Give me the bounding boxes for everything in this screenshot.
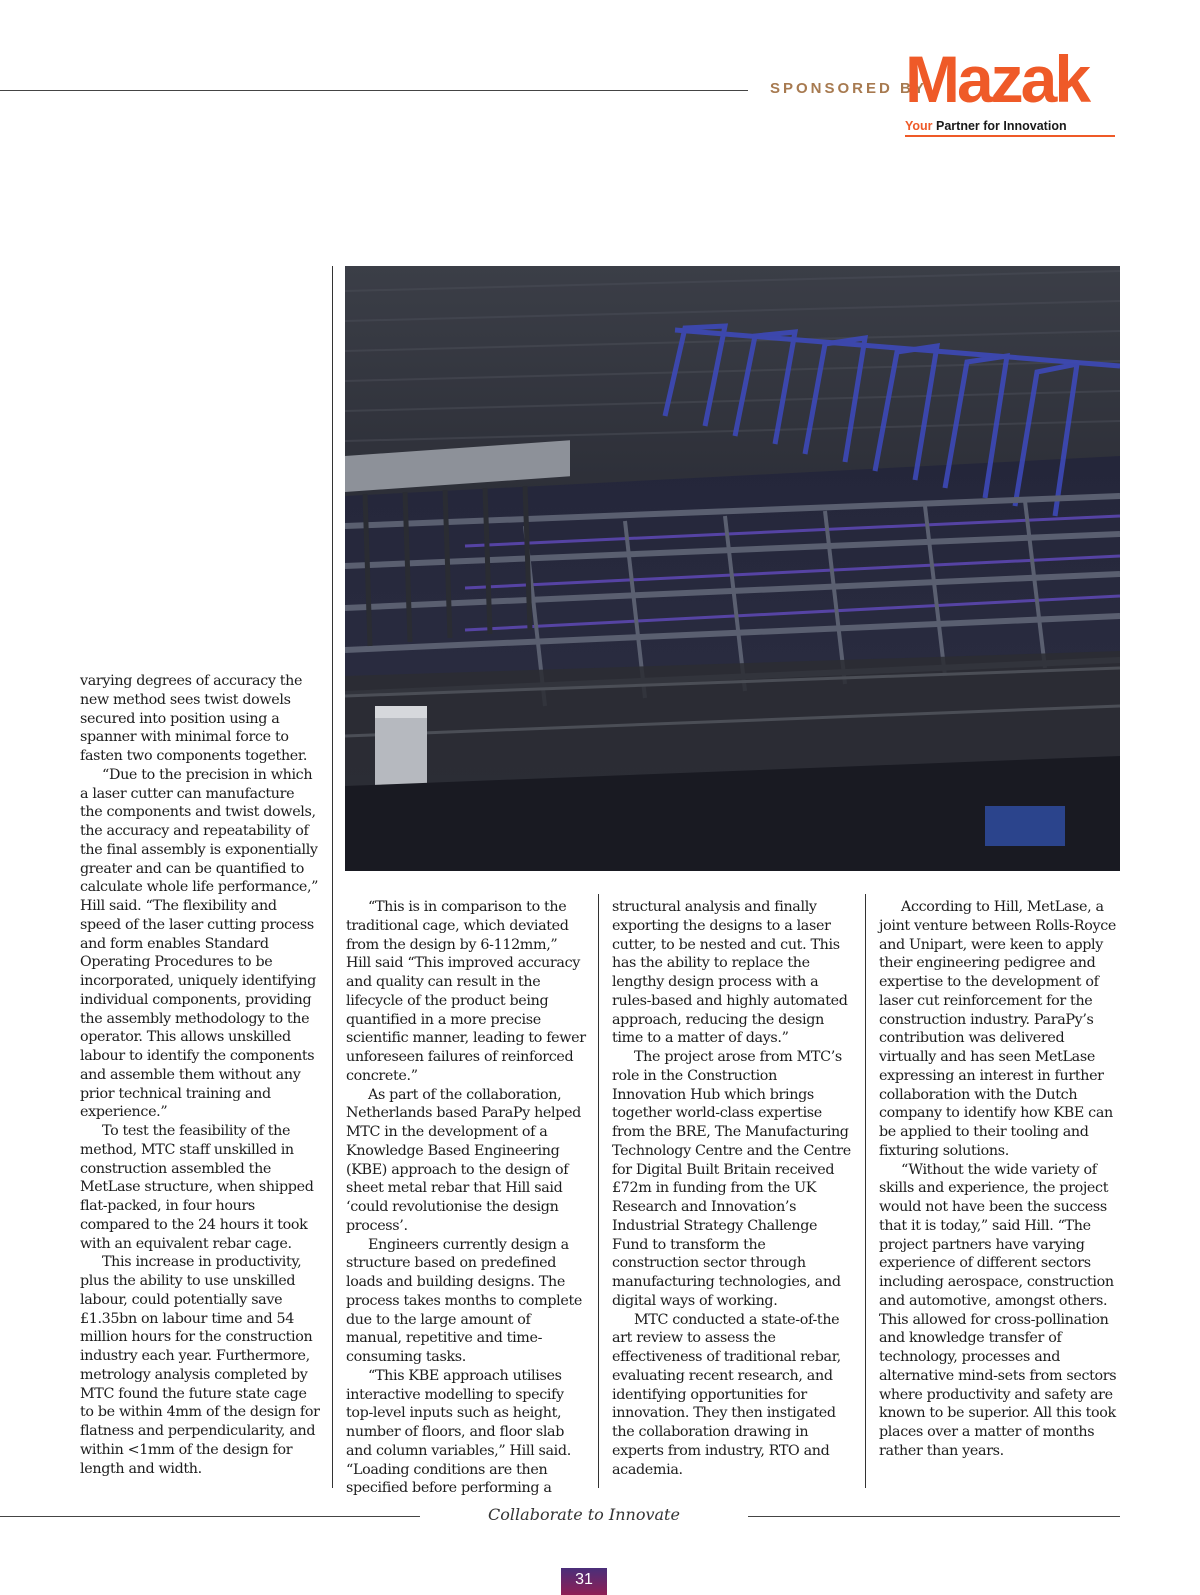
- article-column-3: [612, 898, 852, 1479]
- logo-tagline-accent: Your: [905, 119, 933, 133]
- logo-underline: [905, 135, 1115, 137]
- logo-tagline: [905, 119, 1067, 133]
- logo-tagline-rest: Partner for Innovation: [932, 119, 1067, 133]
- paragraph: This increase in productivity, plus the ability to use unskilled labour, could potentially save £1.35bn on labour time and 54 million hours for the construction industry each year. Furthermore, metrology analysis completed by MTC found the future state cage to be within 4mm of the design for flatness and perpendicularity, and within <1mm of the design for length and width.: [80, 1254, 320, 1477]
- column-divider: [332, 266, 333, 1488]
- paragraph: structural analysis and finally exporting the designs to a laser cutter, to be nested and cut. This has the ability to replace the lengthy design process with a rules-based and highly automated approach, reducing the design time to a matter of days.”: [612, 899, 848, 1047]
- article-photo: [345, 266, 1120, 871]
- paragraph: The project arose from MTC’s role in the Construction Innovation Hub which brings together world-class expertise from the BRE, The Manufacturing Technology Centre and the Centre for Digital Built Britain received £72m in funding from the UK Research and Innovation’s Industrial Strategy Challenge Fund to transform the construction sector through manufacturing technologies, and digital ways of working.: [612, 1049, 851, 1309]
- page-number: 31: [575, 1571, 593, 1588]
- paragraph: “Due to the precision in which a laser cutter can manufacture the components and twist dowels, the accuracy and repeatability of the final assembly is exponentially greater and can be quantified to calculate whole life performance,” Hill said. “The flexibility and speed of the laser cutting process and form enables Standard Operating Procedures to be incorporated, uniquely identifying individual components, providing the assembly methodology to the operator. This allows unskilled labour to identify the components and assemble them without any prior technical training and experience.”: [80, 766, 319, 1121]
- logo-wordmark: Mazak: [905, 42, 1089, 116]
- footer-rule-left: [0, 1516, 420, 1517]
- sponsored-label: SPONSORED BY: [770, 80, 927, 97]
- paragraph: MTC conducted a state-of-the art review to assess the effectiveness of traditional rebar, evaluating recent research, and identifying opportunities for innovation. They then instigated the collaboration drawing in experts from industry, RTO and academia.: [612, 1311, 841, 1478]
- paragraph: According to Hill, MetLase, a joint venture between Rolls-Royce and Unipart, were keen to apply their engineering pedigree and expertise to the development of laser cut reinforcement for the construction industry. ParaPy’s contribution was delivered virtually and has seen MetLase expressing an interest in further collaboration with the Dutch company to identify how KBE can be applied to their tooling and fixturing solutions.: [879, 899, 1116, 1159]
- paragraph: “This is in comparison to the traditional cage, which deviated from the design by 6-112mm,” Hill said “This improved accuracy and quality can result in the lifecycle of the product being quantified in a more precise scientific manner, leading to fewer unforeseen failures of reinforced concrete.”: [346, 899, 586, 1084]
- article-column-2: [346, 898, 586, 1498]
- paragraph: To test the feasibility of the method, MTC staff unskilled in construction assembled the MetLase structure, when shipped flat-packed, in four hours compared to the 24 hours it took with an equivalent rebar cage.: [80, 1123, 314, 1252]
- footer-tagline: Collaborate to Innovate: [488, 1505, 680, 1524]
- article-column-1: [80, 672, 320, 1478]
- paragraph: Engineers currently design a structure based on predefined loads and building designs. The process takes months to complete due to the large amount of manual, repetitive and time-consuming tasks.: [346, 1236, 583, 1365]
- paragraph: “This KBE approach utilises interactive modelling to specify top-level inputs such as height, number of floors, and floor slab and column variables,” Hill said. “Loading conditions are then specified before performing a: [346, 1367, 571, 1497]
- paragraph: As part of the collaboration, Netherlands based ParaPy helped MTC in the development of a Knowledge Based Engineering (KBE) approach to the design of sheet metal rebar that Hill said ‘could revolutionise the design process’.: [346, 1086, 581, 1234]
- footer-rule-right: [748, 1516, 1120, 1517]
- paragraph: “Without the wide variety of skills and experience, the project would not have been the success that it is today,” said Hill. “The project partners have varying experience of different sectors including aerospace, construction and automotive, amongst others. This allowed for cross-pollination and knowledge transfer of technology, processes and alternative mind-sets from sectors where productivity and safety are known to be superior. All this took places over a matter of months rather than years.: [879, 1161, 1117, 1459]
- steel-cage-photo: [345, 266, 1120, 871]
- article-column-4: [879, 898, 1119, 1461]
- column-divider: [865, 894, 866, 1488]
- page-number-badge: [561, 1568, 607, 1595]
- header-rule: [0, 90, 748, 91]
- column-divider: [598, 894, 599, 1488]
- mazak-logo[interactable]: [905, 42, 1120, 142]
- paragraph: varying degrees of accuracy the new method sees twist dowels secured into position using a spanner with minimal force to fasten two components together.: [80, 673, 308, 764]
